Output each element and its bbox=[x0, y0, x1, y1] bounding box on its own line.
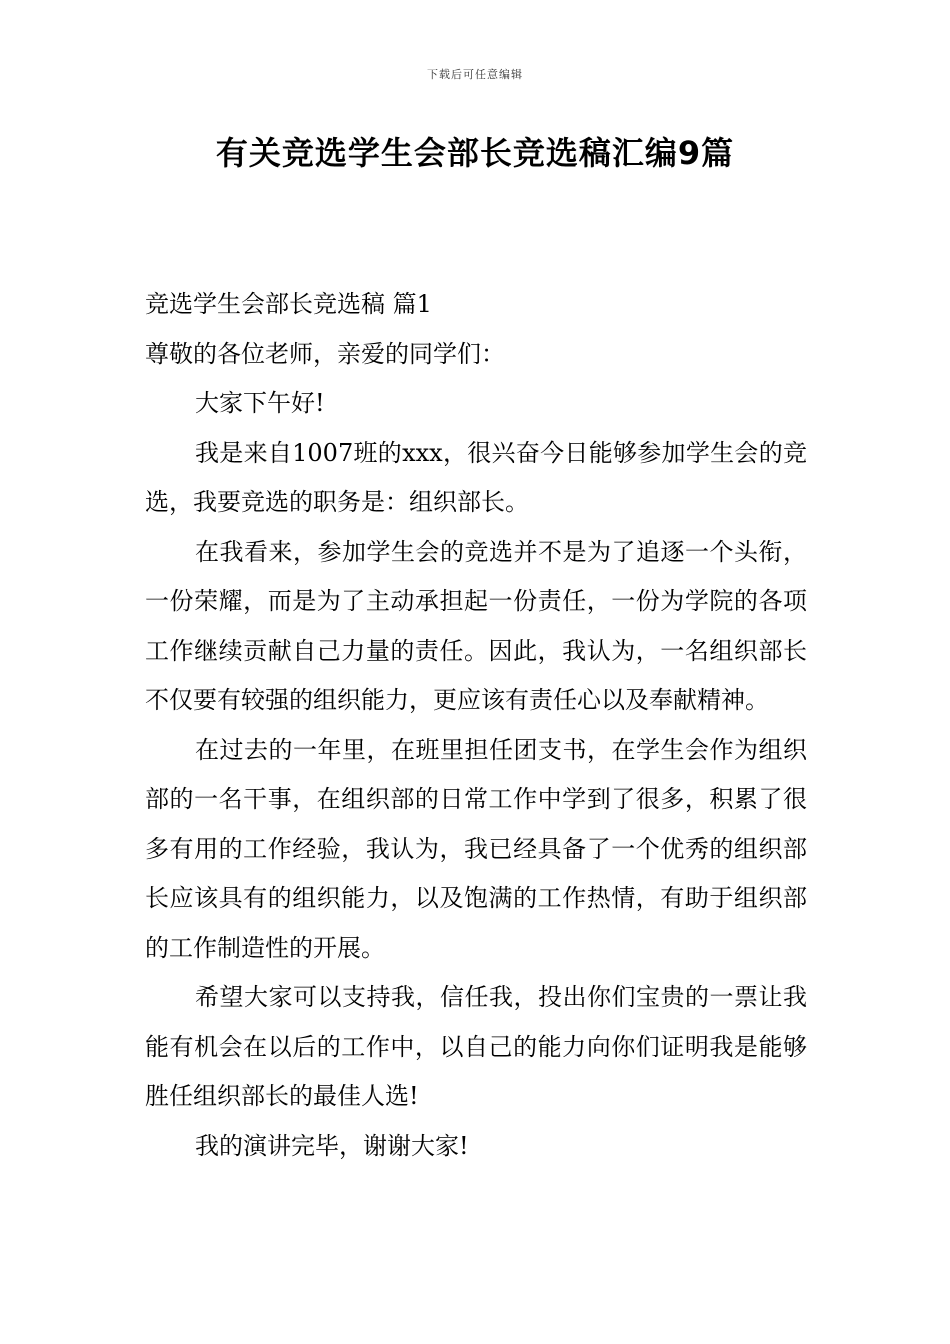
paragraph-appeal: 希望大家可以支持我，信任我，投出你们宝贵的一票让我能有机会在以后的工作中，以自己的能力向你们证明我是能够胜任组织部长的最佳人选! bbox=[145, 983, 807, 1110]
paragraph-introduction: 我是来自1007班的xxx，很兴奋今日能够参加学生会的竞选，我要竞选的职务是：组织部长。 bbox=[145, 438, 807, 516]
paragraph-motivation: 在我看来，参加学生会的竞选并不是为了追逐一个头衔，一份荣耀，而是为了主动承担起一份责任，一份为学院的各项工作继续贡献自己力量的责任。因此，我认为，一名组织部长不仅要有较强的组织能力，更应该有责任心以及奉献精神。 bbox=[145, 537, 807, 714]
document-title: 有关竞选学生会部长竞选稿汇编9篇 bbox=[215, 134, 735, 172]
section-heading: 竞选学生会部长竞选稿 篇1 bbox=[145, 290, 432, 318]
paragraph-experience: 在过去的一年里，在班里担任团支书，在学生会作为组织部的一名干事，在组织部的日常工作中学到了很多，积累了很多有用的工作经验，我认为，我已经具备了一个优秀的组织部长应该具有的组织能力，以及饱满的工作热情，有助于组织部的工作制造性的开展。 bbox=[145, 735, 807, 962]
paragraph-greeting: 大家下午好! bbox=[195, 389, 325, 417]
document-body bbox=[145, 280, 807, 1171]
paragraph-closing: 我的演讲完毕，谢谢大家! bbox=[195, 1131, 469, 1160]
header-note: 下载后可任意编辑 bbox=[427, 68, 523, 81]
salutation: 尊敬的各位老师，亲爱的同学们： bbox=[145, 339, 505, 368]
